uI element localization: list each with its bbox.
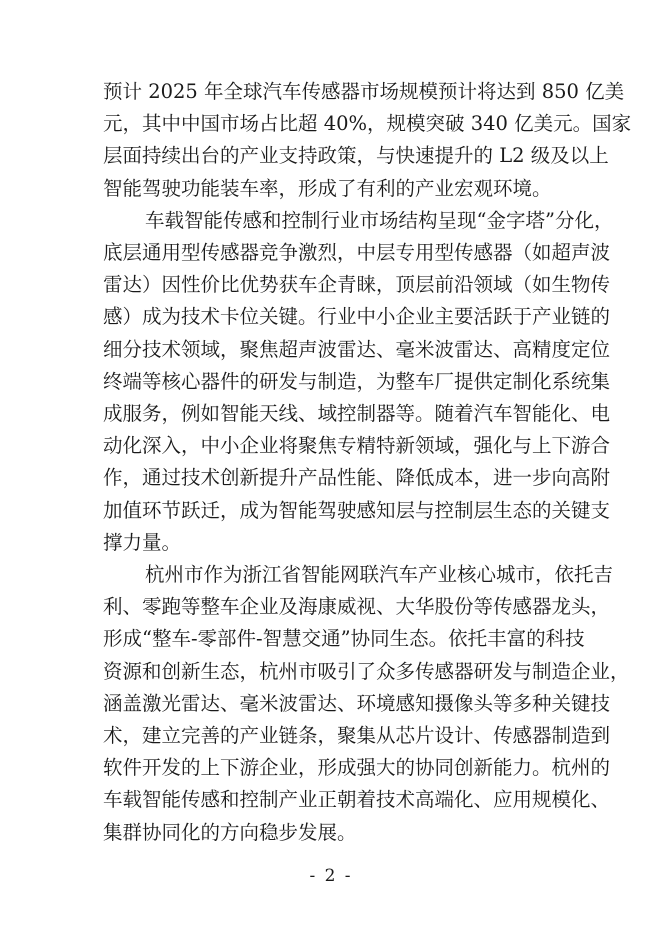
text-line: 利、零跑等整车企业及海康威视、大华股份等传感器龙头， (103, 595, 611, 619)
text-line: 终端等核心器件的研发与制造，为整车厂提供定制化系统集 (103, 369, 611, 393)
text-line: 成服务，例如智能天线、域控制器等。随着汽车智能化、电 (103, 402, 611, 425)
text-line: 动化深入，中小企业将聚焦专精特新领域，强化与上下游合 (103, 434, 611, 458)
text-line: 作，通过技术创新提升产品性能、降低成本，进一步向高附 (103, 466, 611, 490)
text-line: 细分技术领域，聚焦超声波雷达、毫米波雷达、高精度定位 (103, 337, 611, 361)
text-line: 资源和创新生态，杭州市吸引了众多传感器研发与制造企业， (103, 659, 630, 683)
text-line: 底层通用型传感器竞争激烈，中层专用型传感器（如超声波 (103, 241, 611, 264)
paragraph-first-line: 车载智能传感和控制行业市场结构呈现“金字塔”分化， (145, 208, 614, 232)
text-line: 软件开发的上下游企业，形成强大的协同创新能力。杭州的 (103, 756, 611, 780)
text-line: 雷达）因性价比优势获车企青睐，顶层前沿领域（如生物传 (103, 273, 611, 297)
text-line: 车载智能传感和控制产业正朝着技术高端化、应用规模化、 (103, 788, 611, 812)
text-line: 撑力量。 (103, 530, 182, 554)
text-line: 加值环节跃迁，成为智能驾驶感知层与控制层生态的关键支 (103, 498, 611, 522)
text-line: 元，其中中国市场占比超 40%，规模突破 340 亿美元。国家 (103, 112, 632, 136)
page-number: - 2 - (309, 866, 353, 886)
text-line: 集群协同化的方向稳步发展。 (103, 820, 357, 844)
text-line: 层面持续出台的产业支持政策，与快速提升的 L2 级及以上 (103, 144, 609, 168)
text-line: 涵盖激光雷达、毫米波雷达、环境感知摄像头等多种关键技 (103, 691, 611, 715)
text-line: 感）成为技术卡位关键。行业中小企业主要活跃于产业链的 (103, 305, 611, 329)
text-line: 智能驾驶功能装车率，形成了有利的产业宏观环境。 (103, 176, 552, 200)
text-line: 预计 2025 年全球汽车传感器市场规模预计将达到 850 亿美 (103, 80, 625, 103)
text-line: 术，建立完善的产业链条，聚集从芯片设计、传感器制造到 (103, 724, 611, 747)
text-line: 形成“整车-零部件-智慧交通”协同生态。依托丰富的科技 (103, 627, 585, 651)
paragraph-first-line: 杭州市作为浙江省智能网联汽车产业核心城市，依托吉 (145, 563, 614, 586)
